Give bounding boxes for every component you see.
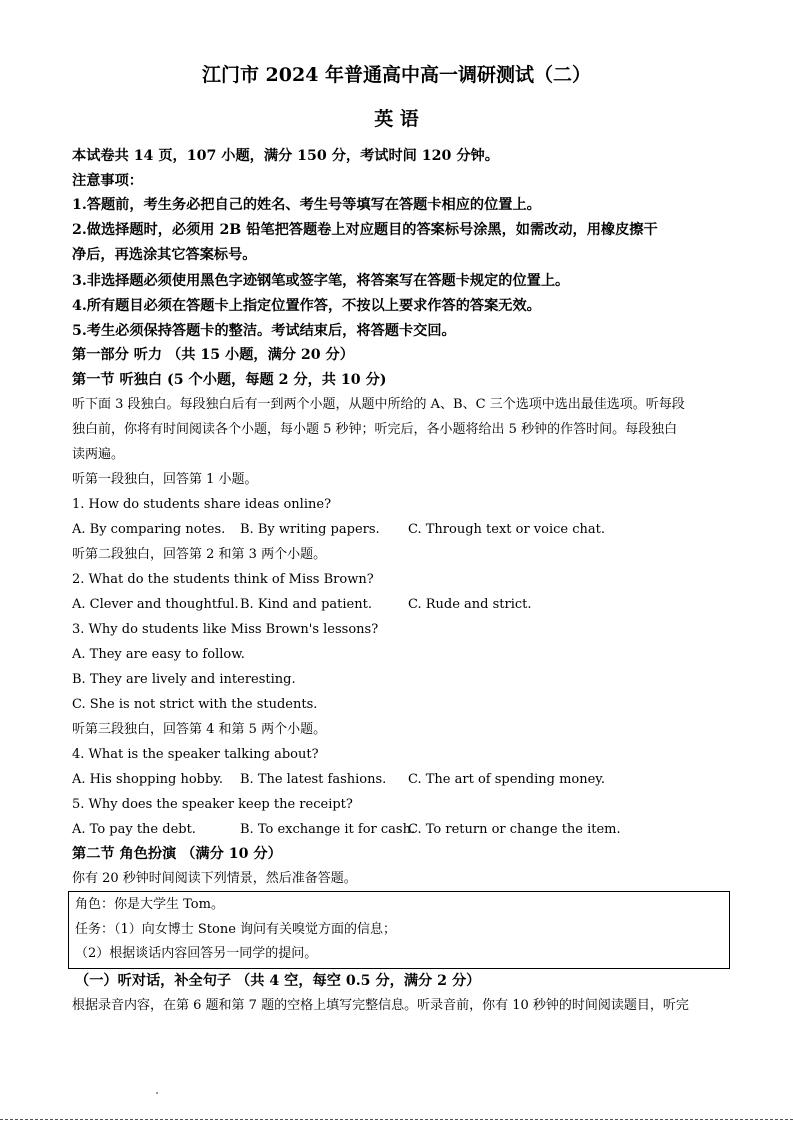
notice-item-2: 2.做选择题时，必须用 2B 铅笔把答题卷上对应题目的答案标号涂黑，如需改动，用橡皮擦干 [72,222,658,238]
notice-heading: 注意事项： [72,173,143,189]
exam-summary: 本试卷共 14 页，107 小题，满分 150 分，考试时间 120 分钟。 [72,148,499,164]
exam-title: 江门市 2024 年普通高中高一调研测试（二） [201,64,592,86]
role-play-box [68,891,730,969]
role-play-task-2: （2）根据谈话内容回答另一同学的提问。 [75,946,318,961]
part1-heading: 第一部分 听力 （共 15 小题，满分 20 分） [72,347,354,363]
notice-item-3: 3.非选择题必须使用黑色字迹钢笔或签字笔，将答案写在答题卡规定的位置上。 [72,273,570,289]
page-bottom-rule [0,1119,793,1120]
question-2: 2. What do the students think of Miss Brown? [72,572,374,587]
subsection-1-heading: （一）听对话，补全句子 （共 4 空，每空 0.5 分，满分 2 分） [75,973,481,989]
question-2-option-c: C. Rude and strict. [408,597,532,612]
question-5: 5. Why does the speaker keep the receipt? [72,797,353,812]
question-1-option-b: B. By writing papers. [240,522,380,537]
monologue-2-instruction: 听第二段独白，回答第 2 和第 3 两个小题。 [72,547,327,562]
question-2-option-a: A. Clever and thoughtful. [72,597,239,612]
subsection-1-intro: 根据录音内容，在第 6 题和第 7 题的空格上填写完整信息。听录音前，你有 10 秒钟的时间阅读题目，听完 [72,998,689,1013]
question-3-option-c: C. She is not strict with the students. [72,697,318,712]
question-5-option-c: C. To return or change the item. [408,822,621,837]
question-3-option-a: A. They are easy to follow. [72,647,245,662]
notice-item-2-cont: 净后，再选涂其它答案标号。 [72,247,257,263]
notice-item-4: 4.所有题目必须在答题卡上指定位置作答，不按以上要求作答的答案无效。 [72,298,541,314]
section1-intro-end: 读两遍。 [72,447,125,462]
monologue-3-instruction: 听第三段独白，回答第 4 和第 5 两个小题。 [72,722,327,737]
question-5-option-b: B. To exchange it for cash. [240,822,416,837]
section2-heading: 第二节 角色扮演 （满分 10 分） [72,846,282,862]
question-3: 3. Why do students like Miss Brown's lessons? [72,622,379,637]
section1-intro: 听下面 3 段独白。每段独白后有一到两个小题，从题中所给的 A、B、C 三个选项中选出最佳选项。听每段 [72,397,685,412]
question-4-option-b: B. The latest fashions. [240,772,387,787]
question-1-option-a: A. By comparing notes. [72,522,226,537]
section1-heading: 第一节 听独白 (5 个小题，每题 2 分，共 10 分) [72,372,387,388]
page-speck [156,1092,158,1094]
subject-title: 英 语 [374,108,419,130]
section1-intro-cont: 独白前，你将有时间阅读各个小题，每小题 5 秒钟；听完后，各小题将给出 5 秒钟的作答时间。每段独白 [72,422,678,437]
monologue-1-instruction: 听第一段独白，回答第 1 小题。 [72,472,258,487]
question-4: 4. What is the speaker talking about? [72,747,319,762]
question-5-option-a: A. To pay the debt. [72,822,196,837]
notice-item-1: 1.答题前，考生务必把自己的姓名、考生号等填写在答题卡相应的位置上。 [72,197,541,213]
question-4-option-c: C. The art of spending money. [408,772,606,787]
question-4-option-a: A. His shopping hobby. [72,772,224,787]
question-3-option-b: B. They are lively and interesting. [72,672,296,687]
question-1: 1. How do students share ideas online? [72,497,332,512]
notice-item-5: 5.考生必须保持答题卡的整洁。考试结束后，将答题卡交回。 [72,323,456,339]
question-2-option-b: B. Kind and patient. [240,597,372,612]
role-play-role: 角色：你是大学生 Tom。 [75,897,224,912]
section2-intro: 你有 20 秒钟时间阅读下列情景，然后准备答题。 [72,871,357,886]
question-1-option-c: C. Through text or voice chat. [408,522,606,537]
role-play-task-1: 任务：（1）向女博士 Stone 询问有关嗅觉方面的信息； [75,922,397,937]
